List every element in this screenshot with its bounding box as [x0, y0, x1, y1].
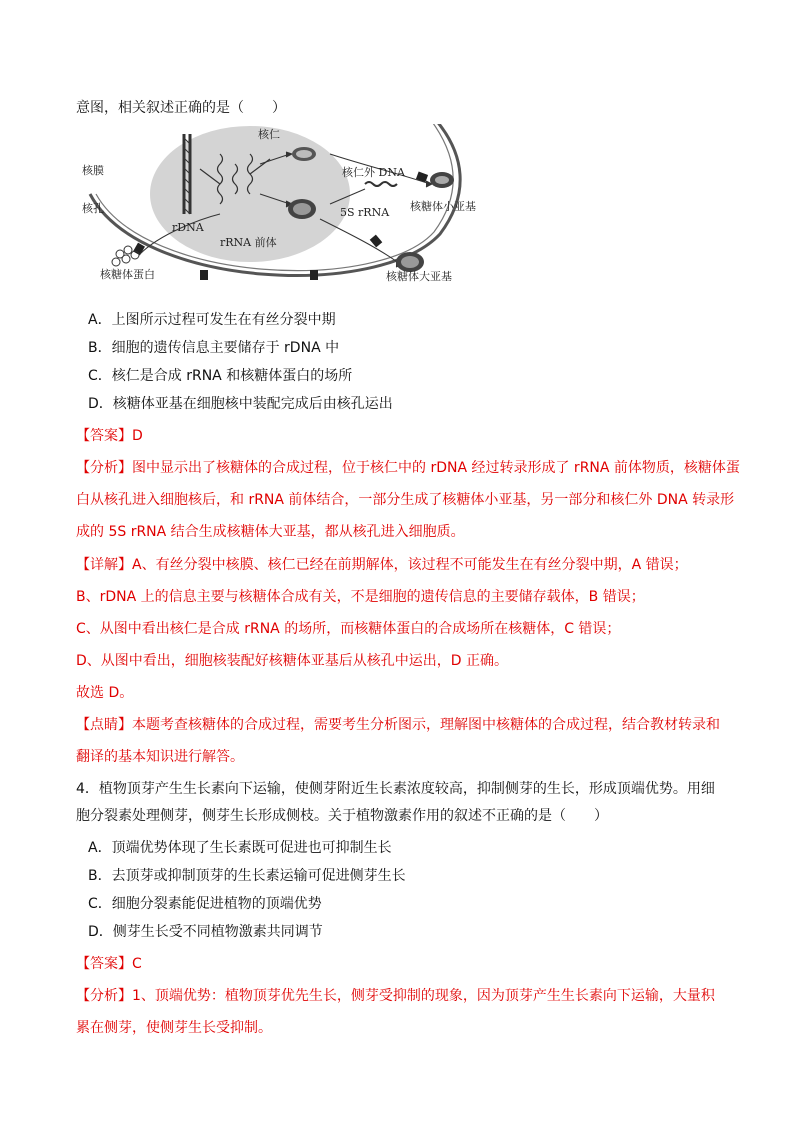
q4-analysis-line-1: 【分析】1、顶端优势：植物顶芽优先生长，侧芽受抑制的现象，因为顶芽产生生长素向下运输，大量积 — [76, 988, 715, 1004]
q3-analysis-line-3: 成的 5S rRNA 结合生成核糖体大亚基，都从核孔进入细胞质。 — [76, 524, 465, 540]
label-small-subunit: 核糖体小亚基 — [410, 200, 476, 213]
label-nuclear-pore: 核孔 — [82, 202, 104, 215]
exported-large-subunit-icon — [396, 252, 424, 272]
q4-analysis-line-2: 累在侧芽，使侧芽生长受抑制。 — [76, 1020, 272, 1036]
analysis-tag: 【分析】 — [76, 460, 132, 476]
q4-option-a: A．顶端优势体现了生长素既可促进也可抑制生长 — [88, 840, 392, 856]
q3-conclusion: 故选 D。 — [76, 685, 134, 701]
q3-analysis-line-1: 【分析】图中显示出了核糖体的合成过程，位于核仁中的 rDNA 经过转录形成了 rRNA 前体物质，核糖体蛋 — [76, 460, 740, 476]
q3-detail-line-4: D、从图中看出，细胞核装配好核糖体亚基后从核孔中运出，D 正确。 — [76, 653, 509, 669]
question3-stem: 意图，相关叙述正确的是（ ） — [76, 100, 286, 116]
q4-option-d: D．侧芽生长受不同植物激素共同调节 — [88, 924, 323, 940]
label-ribosomal-protein: 核糖体蛋白 — [100, 268, 155, 281]
q3-detail-line-1: 【详解】A、有丝分裂中核膜、核仁已经在前期解体，该过程不可能发生在有丝分裂中期，A 错误； — [76, 557, 688, 573]
label-rdna: rDNA — [172, 221, 204, 234]
extra-dna-icon — [365, 182, 397, 186]
q3-detail-line-3: C、从图中看出核仁是合成 rRNA 的场所，而核糖体蛋白的合成场所在核糖体，C 错误； — [76, 621, 621, 637]
q3-option-b: B．细胞的遗传信息主要储存于 rDNA 中 — [88, 340, 340, 356]
answer-value: D — [132, 428, 143, 444]
q3-comment-line-1: 【点睛】本题考查核糖体的合成过程，需要考生分析图示，理解图中核糖体的合成过程，结合教材转录和 — [76, 717, 720, 733]
answer-tag: 【答案】 — [76, 956, 132, 972]
label-large-subunit: 核糖体大亚基 — [386, 270, 452, 283]
label-nuclear-envelope: 核膜 — [82, 164, 104, 177]
q3-option-d: D．核糖体亚基在细胞核中装配完成后由核孔运出 — [88, 396, 393, 412]
exported-small-subunit-icon — [430, 172, 454, 188]
answer-value: C — [132, 956, 142, 972]
q3-detail-line-2: B、rDNA 上的信息主要与核糖体合成有关，不是细胞的遗传信息的主要储存载体，B 错误； — [76, 589, 645, 605]
q4-stem-line-2: 胞分裂素处理侧芽，侧芽生长形成侧枝。关于植物激素作用的叙述不正确的是（ ） — [76, 808, 608, 824]
comment-tag: 【点睛】 — [76, 717, 132, 733]
q3-comment-line-2: 翻译的基本知识进行解答。 — [76, 749, 244, 765]
analysis-tag: 【分析】 — [76, 988, 132, 1004]
q4-answer — [76, 954, 142, 974]
label-rrna-precursor: rRNA 前体 — [220, 236, 277, 249]
q4-option-b: B．去顶芽或抑制顶芽的生长素运输可促进侧芽生长 — [88, 868, 406, 884]
detail-tag: 【详解】 — [76, 557, 132, 573]
ribosome-synthesis-diagram — [80, 124, 500, 294]
q4-option-c: C．细胞分裂素能促进植物的顶端优势 — [88, 896, 322, 912]
answer-tag: 【答案】 — [76, 428, 132, 444]
q3-option-c: C．核仁是合成 rRNA 和核糖体蛋白的场所 — [88, 368, 353, 384]
label-extra-dna: 核仁外 DNA — [342, 166, 405, 179]
q4-stem-line-1: 4．植物顶芽产生生长素向下运输，使侧芽附近生长素浓度较高，抑制侧芽的生长，形成顶端优势。用细 — [76, 781, 715, 797]
q3-option-a: A．上图所示过程可发生在有丝分裂中期 — [88, 312, 336, 328]
q3-analysis-line-2: 白从核孔进入细胞核后，和 rRNA 前体结合，一部分生成了核糖体小亚基，另一部分和核仁外 DNA 转录形 — [76, 492, 735, 508]
label-nucleolus: 核仁 — [258, 128, 280, 141]
label-5s-rrna: 5S rRNA — [340, 206, 390, 219]
q3-answer — [76, 426, 143, 446]
